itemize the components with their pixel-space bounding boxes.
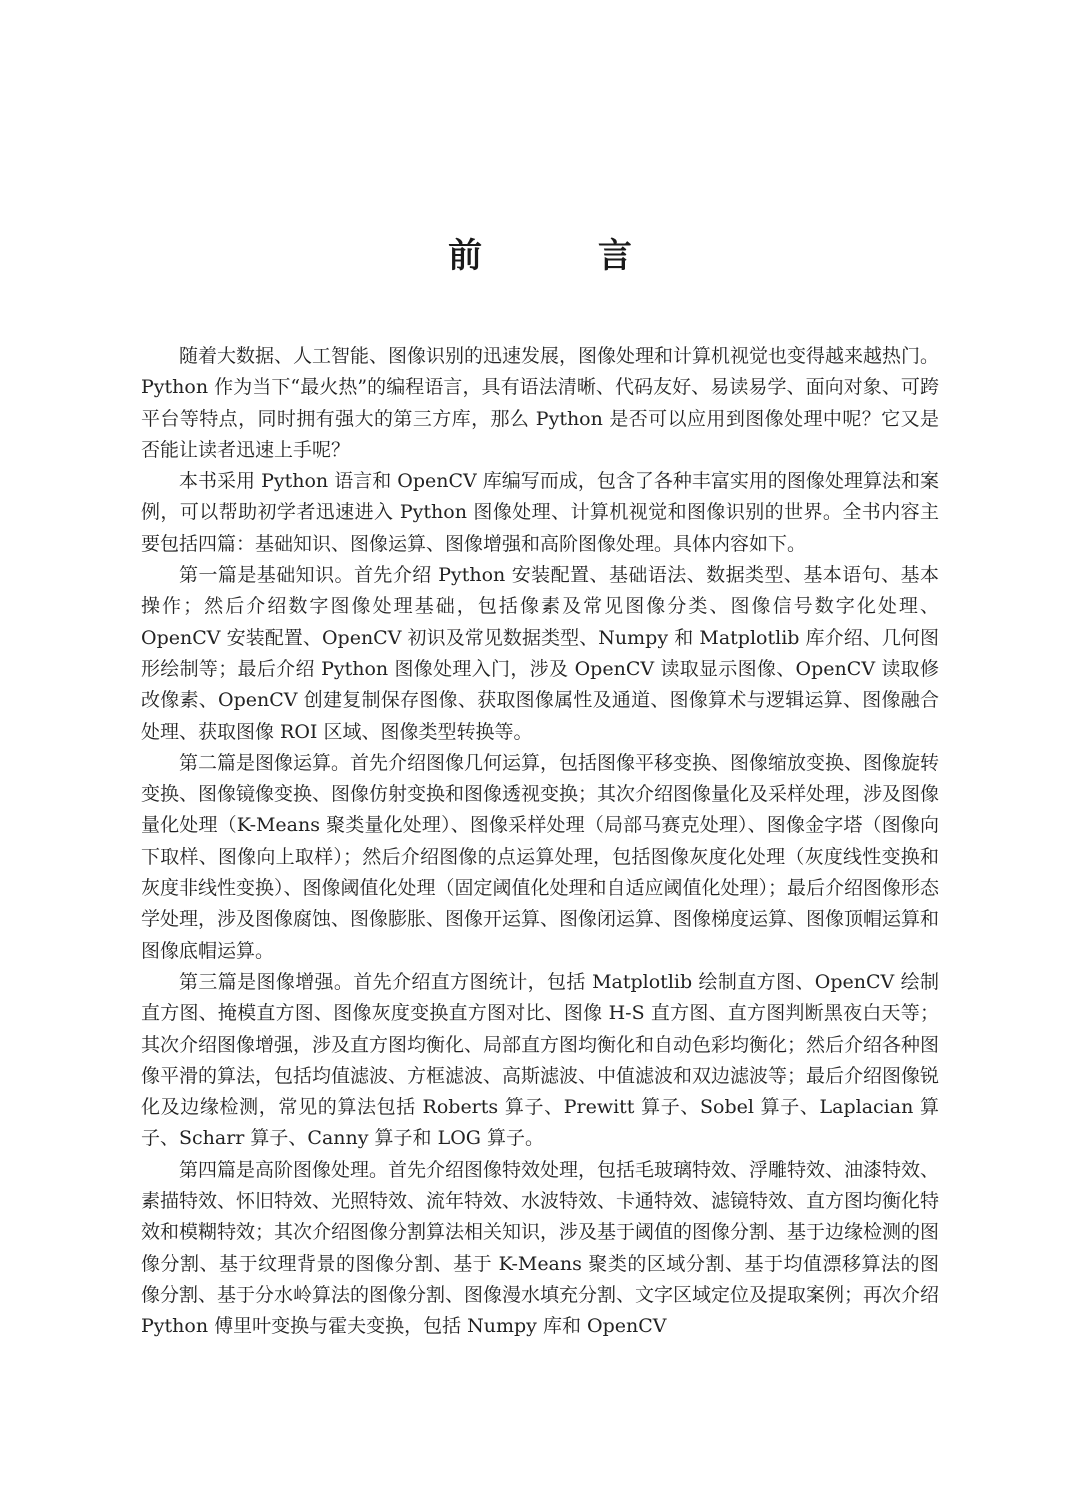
- paragraph-5: 第三篇是图像增强。首先介绍直方图统计，包括 Matplotlib 绘制直方图、OpenCV 绘制直方图、掩模直方图、图像灰度变换直方图对比、图像 H-S 直方图、直方图判断黑夜白天等；其次介绍图像增强，涉及直方图均衡化、局部直方图均衡化和自动色彩均衡化；然后介绍各种图像平滑的算法，包括均值滤波、方框滤波、高斯滤波、中值滤波和双边滤波等；最后介绍图像锐化及边缘检测，常见的算法包括 Roberts 算子、Prewitt 算子、Sobel 算子、Laplacian 算子、Scharr 算子、Canny 算子和 LOG 算子。: [141, 970, 940, 1150]
- paragraph-2: 本书采用 Python 语言和 OpenCV 库编写而成，包含了各种丰富实用的图像处理算法和案例，可以帮助初学者迅速进入 Python 图像处理、计算机视觉和图像识别的世界。全书内容主要包括四篇：基础知识、图像运算、图像增强和高阶图像处理。具体内容如下。: [141, 470, 939, 555]
- paragraph-3: 第一篇是基础知识。首先介绍 Python 安装配置、基础语法、数据类型、基本语句、基本操作；然后介绍数字图像处理基础，包括像素及常见图像分类、图像信号数字化处理、OpenCV 安装配置、OpenCV 初识及常见数据类型、Numpy 和 Matplotlib 库介绍、几何图形绘制等；最后介绍 Python 图像处理入门，涉及 OpenCV 读取显示图像、OpenCV 读取修改像素、OpenCV 创建复制保存图像、获取图像属性及通道、图像算术与逻辑运算、图像融合处理、获取图像 ROI 区域、图像类型转换等。: [141, 564, 939, 743]
- page-title: 前 言: [448, 236, 684, 276]
- paragraph-4: 第二篇是图像运算。首先介绍图像几何运算，包括图像平移变换、图像缩放变换、图像旋转变换、图像镜像变换、图像仿射变换和图像透视变换；其次介绍图像量化及采样处理，涉及图像量化处理（K-Means 聚类量化处理）、图像采样处理（局部马赛克处理）、图像金字塔（图像向下取样、图像向上取样）；然后介绍图像的点运算处理，包括图像灰度化处理（灰度线性变换和灰度非线性变换）、图像阈值化处理（固定阈值化处理和自适应阈值化处理）；最后介绍图像形态学处理，涉及图像腐蚀、图像膨胀、图像开运算、图像闭运算、图像梯度运算、图像顶帽运算和图像底帽运算。: [141, 751, 940, 962]
- paragraph-6: 第四篇是高阶图像处理。首先介绍图像特效处理，包括毛玻璃特效、浮雕特效、油漆特效、素描特效、怀旧特效、光照特效、流年特效、水波特效、卡通特效、滤镜特效、直方图均衡化特效和模糊特效；其次介绍图像分割算法相关知识，涉及基于阈值的图像分割、基于边缘检测的图像分割、基于纹理背景的图像分割、基于 K-Means 聚类的区域分割、基于均值漂移算法的图像分割、基于分水岭算法的图像分割、图像漫水填充分割、文字区域定位及提取案例；再次介绍 Python 傅里叶变换与霍夫变换，包括 Numpy 库和 OpenCV: [141, 1158, 940, 1338]
- preface-body: [141, 341, 939, 1343]
- paragraph-1: 随着大数据、人工智能、图像识别的迅速发展，图像处理和计算机视觉也变得越来越热门。Python 作为当下“最火热”的编程语言，具有语法清晰、代码友好、易读易学、面向对象、可跨平台等特点，同时拥有强大的第三方库，那么 Python 是否可以应用到图像处理中呢？它又是否能让读者迅速上手呢？: [141, 345, 940, 461]
